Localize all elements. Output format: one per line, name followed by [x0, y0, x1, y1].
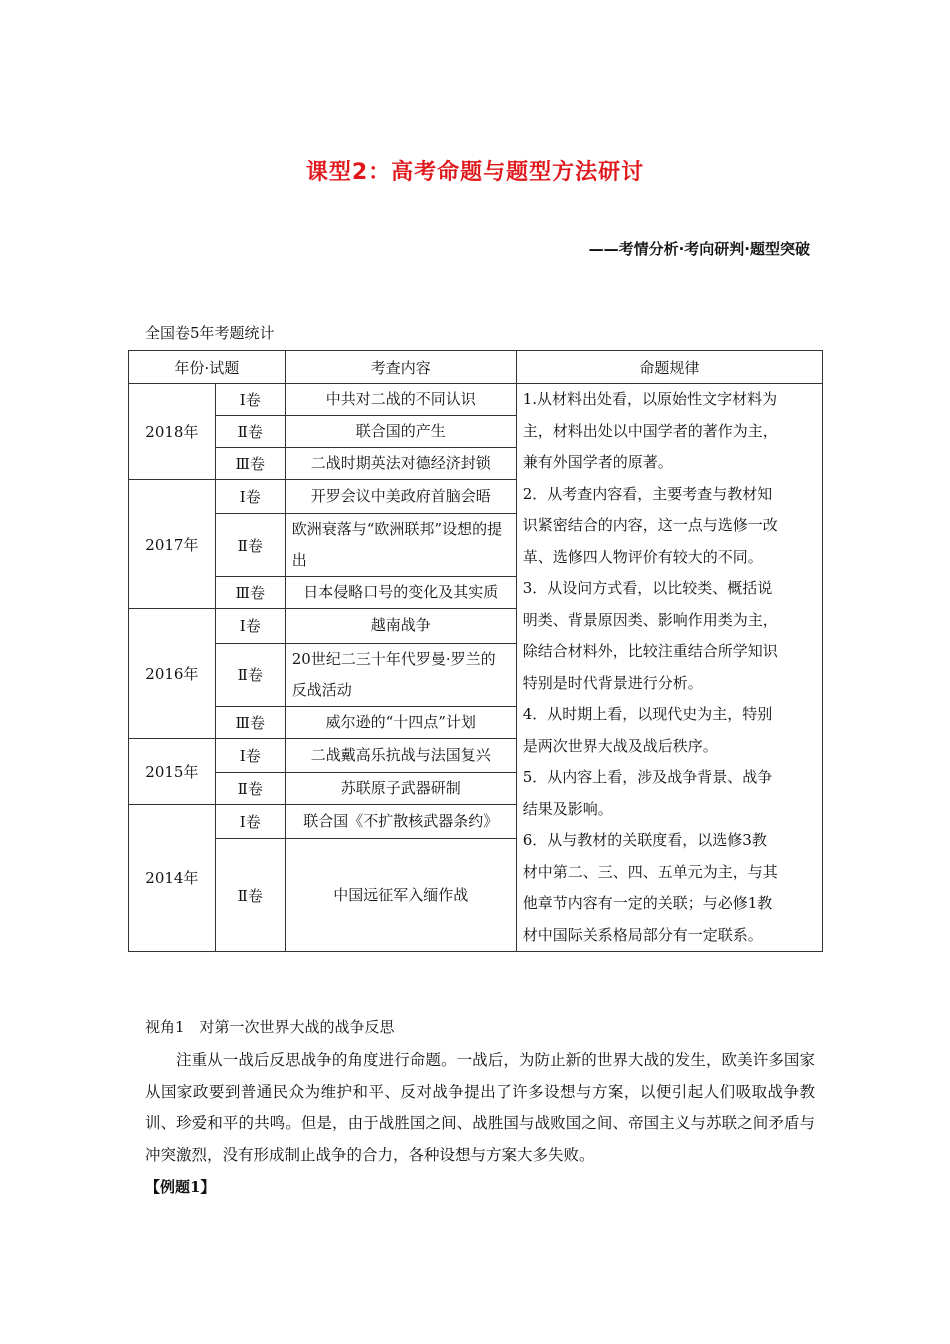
- page-title: 课型2：高考命题与题型方法研讨: [305, 160, 645, 185]
- paper-cell: Ⅰ卷: [215, 738, 285, 772]
- content-cell: 威尔逊的“十四点”计划: [285, 706, 516, 738]
- rule-line: 他章节内容有一定的关联；与必修1教: [522, 894, 773, 912]
- table-caption: 全国卷5年考题统计: [145, 324, 275, 342]
- page-subtitle: ——考情分析·考向研判·题型突破: [588, 240, 810, 258]
- paper-cell: Ⅱ卷: [215, 416, 285, 448]
- content-cell: 越南战争: [285, 609, 516, 643]
- paper-cell: Ⅱ卷: [215, 772, 285, 804]
- rule-line: 材中第二、三、四、五单元为主，与其: [522, 862, 778, 881]
- content-cell: 开罗会议中美政府首脑会晤: [285, 480, 516, 514]
- header-content: 考查内容: [285, 351, 516, 384]
- rule-line: 是两次世界大战及战后秩序。: [522, 736, 718, 755]
- rule-line: 结果及影响。: [522, 799, 613, 818]
- table-row: [129, 384, 823, 416]
- paper-cell: Ⅰ卷: [215, 384, 285, 416]
- section-paragraph: 注重从一战后反思战争的角度进行命题。一战后，为防止新的世界大战的发生，欧美许多国家从国家政要到普通民众为维护和平、反对战争提出了许多设想与方案，以便引起人们吸取战争教训、珍爱和平的共鸣。但是，由于战胜国之间、战胜国与战败国之间、帝国主义与苏联之间矛盾与冲突激烈，没有形成制止战争的合力，各种设想与方案大多失败。: [145, 1051, 815, 1164]
- year-cell: 2015年: [129, 738, 216, 804]
- exam-statistics-table: [128, 350, 823, 952]
- content-cell: 20世纪二三十年代罗曼·罗兰的反战活动: [285, 643, 516, 706]
- paper-cell: Ⅰ卷: [215, 480, 285, 514]
- rule-line: 兼有外国学者的原著。: [522, 453, 673, 471]
- paper-cell: Ⅲ卷: [215, 706, 285, 738]
- example-label: 【例题1】: [145, 1178, 216, 1196]
- rule-line: 除结合材料外，比较注重结合所学知识: [522, 642, 778, 660]
- rule-line: 主，材料出处以中国学者的著作为主，: [522, 421, 778, 440]
- paper-cell: Ⅲ卷: [215, 448, 285, 480]
- content-cell: 欧洲衰落与“欧洲联邦”设想的提出: [285, 514, 516, 577]
- year-cell: 2018年: [129, 384, 216, 480]
- section-heading: 视角1 对第一次世界大战的战争反思: [145, 1018, 395, 1036]
- content-cell: 中共对二战的不同认识: [285, 384, 516, 416]
- content-cell: 苏联原子武器研制: [285, 772, 516, 804]
- paper-cell: Ⅰ卷: [215, 609, 285, 643]
- rule-line: 3．从设问方式看，以比较类、概括说: [522, 579, 773, 597]
- paper-cell: Ⅲ卷: [215, 577, 285, 609]
- paper-cell: Ⅱ卷: [215, 839, 285, 952]
- rule-line: 识紧密结合的内容，这一点与选修一改: [522, 516, 778, 534]
- rule-line: 特别是时代背景进行分析。: [522, 673, 703, 692]
- header-rules: 命题规律: [516, 351, 822, 384]
- year-cell: 2014年: [129, 804, 216, 951]
- content-cell: 二战戴高乐抗战与法国复兴: [285, 738, 516, 772]
- rule-line: 1.从材料出处看，以原始性文字材料为: [522, 390, 778, 408]
- content-cell: 日本侵略口号的变化及其实质: [285, 577, 516, 609]
- rules-cell: [516, 384, 822, 952]
- rule-line: 2．从考查内容看，主要考查与教材知: [522, 484, 773, 503]
- paper-cell: Ⅱ卷: [215, 643, 285, 706]
- content-cell: 中国远征军入缅作战: [285, 839, 516, 952]
- paper-cell: Ⅱ卷: [215, 514, 285, 577]
- table-header-row: [129, 351, 823, 384]
- rule-line: 4．从时期上看，以现代史为主，特别: [522, 705, 773, 723]
- rule-line: 明类、背景原因类、影响作用类为主，: [522, 610, 778, 629]
- content-cell: 联合国《不扩散核武器条约》: [285, 804, 516, 838]
- content-cell: 二战时期英法对德经济封锁: [285, 448, 516, 480]
- rule-line: 革、选修四人物评价有较大的不同。: [522, 547, 763, 566]
- content-cell: 联合国的产生: [285, 416, 516, 448]
- rule-line: 材中国际关系格局部分有一定联系。: [522, 925, 763, 944]
- year-cell: 2017年: [129, 480, 216, 609]
- rule-line: 6．从与教材的关联度看，以选修3教: [522, 831, 767, 849]
- header-year-paper: 年份·试题: [129, 351, 286, 384]
- year-cell: 2016年: [129, 609, 216, 738]
- paper-cell: Ⅰ卷: [215, 804, 285, 838]
- rule-line: 5．从内容上看，涉及战争背景、战争: [522, 768, 773, 786]
